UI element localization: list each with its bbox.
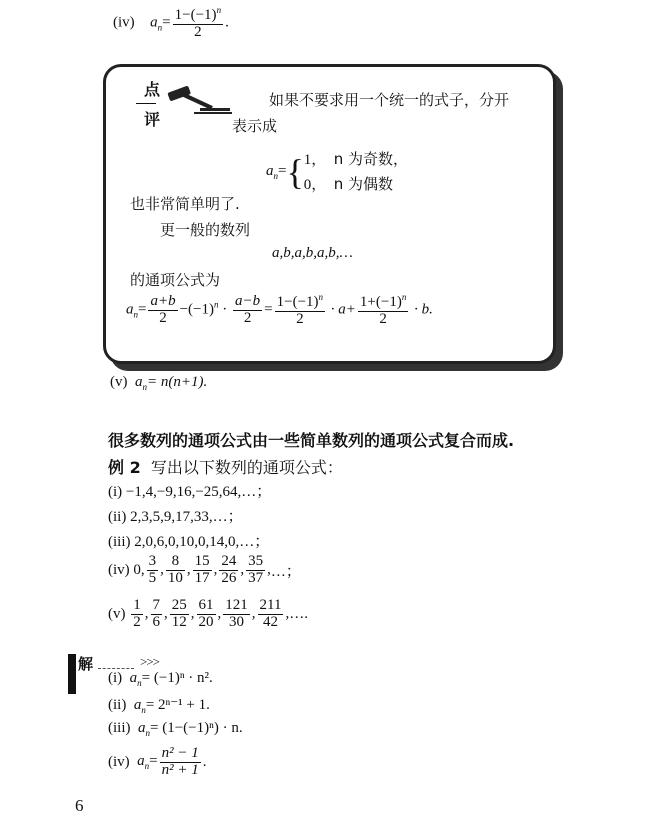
solution-underline bbox=[98, 668, 134, 669]
comment-tag-top: 点 bbox=[144, 80, 161, 99]
example-item: (ii) 2,3,5,9,17,33,…； bbox=[108, 509, 243, 525]
gavel-icon bbox=[164, 75, 234, 115]
general-formula: $a_n=$ $\frac{a+b}{2}$ $-(-1)^n$ · $\frac{a-b}{2}$ = $\frac{1-(-1)^n}{2}$ · a+ $\frac{1+(-1)^n}{2}$ · b. bbox=[126, 292, 433, 327]
piecewise-formula: $a_n=${ 1， n 为奇数， 0， n 为偶数 bbox=[266, 150, 409, 193]
line-v: (v) $a_n= n(n+1)$. bbox=[110, 374, 208, 392]
comment-para-4: 的通项公式为 bbox=[130, 271, 221, 289]
arrows-icon: >>> bbox=[140, 654, 159, 669]
comment-tag-divider bbox=[136, 103, 156, 104]
comment-tag-bottom: 评 bbox=[144, 110, 161, 129]
fraction: $\frac{1-(-1)^n}{2}$ bbox=[174, 5, 222, 40]
solution-line: (ii) $a_n= 2^{n-1} + 1$. bbox=[108, 697, 210, 715]
example-item: (i) −1,4,−9,16,−25,64,…； bbox=[108, 484, 272, 500]
comment-para-2: 也非常简单明了. bbox=[130, 195, 240, 213]
page-number: 6 bbox=[75, 796, 84, 815]
solution-line: (iii) $a_n= (1-(-1)^n) \cdot n$. bbox=[108, 720, 243, 738]
example-item-fractions: (iv) 0, $\frac{3}{5}$ , $\frac{8}{10}$ , $\frac{15}{17}$ , $\frac{24}{26}$ , $\frac{35}{37}$ ,…； bbox=[108, 553, 301, 586]
example-item-fractions: (v) $\frac{1}{2}$ , $\frac{7}{6}$ , $\frac{25}{12}$ , $\frac{61}{20}$ , $\frac{121}{30}$ , $\frac{211}{42}$ ,…. bbox=[108, 597, 308, 630]
example-item: (iii) 2,0,6,0,10,0,14,0,…； bbox=[108, 534, 270, 550]
comment-para-3: 更一般的数列 bbox=[160, 221, 251, 239]
top-formula-line: (iv) $a_n=$ $\frac{1-(-1)^n}{2}$ . bbox=[113, 5, 229, 40]
intro-text: 很多数列的通项公式由一些简单数列的通项公式复合而成. bbox=[108, 431, 515, 450]
comment-para-1b: 表示成 bbox=[232, 117, 278, 135]
sequence: a,b,a,b,a,b,… bbox=[272, 245, 353, 261]
solution-marker-bar bbox=[68, 654, 76, 694]
item-label: (iv) bbox=[113, 14, 135, 31]
solution-line: (i) $a_n= (-1)^n \cdot n^2$. bbox=[108, 670, 213, 688]
comment-box bbox=[103, 64, 556, 364]
example-heading: 例 2 写出以下数列的通项公式： bbox=[108, 458, 343, 477]
solution-line: (iv) $a_n=$ $\frac{\text{n² − 1}}{\text{n² + 1}}$ . bbox=[108, 745, 207, 778]
solution-label: 解 bbox=[78, 655, 94, 673]
comment-para-1a: 如果不要求用一个统一的式子，分开 bbox=[269, 91, 510, 109]
